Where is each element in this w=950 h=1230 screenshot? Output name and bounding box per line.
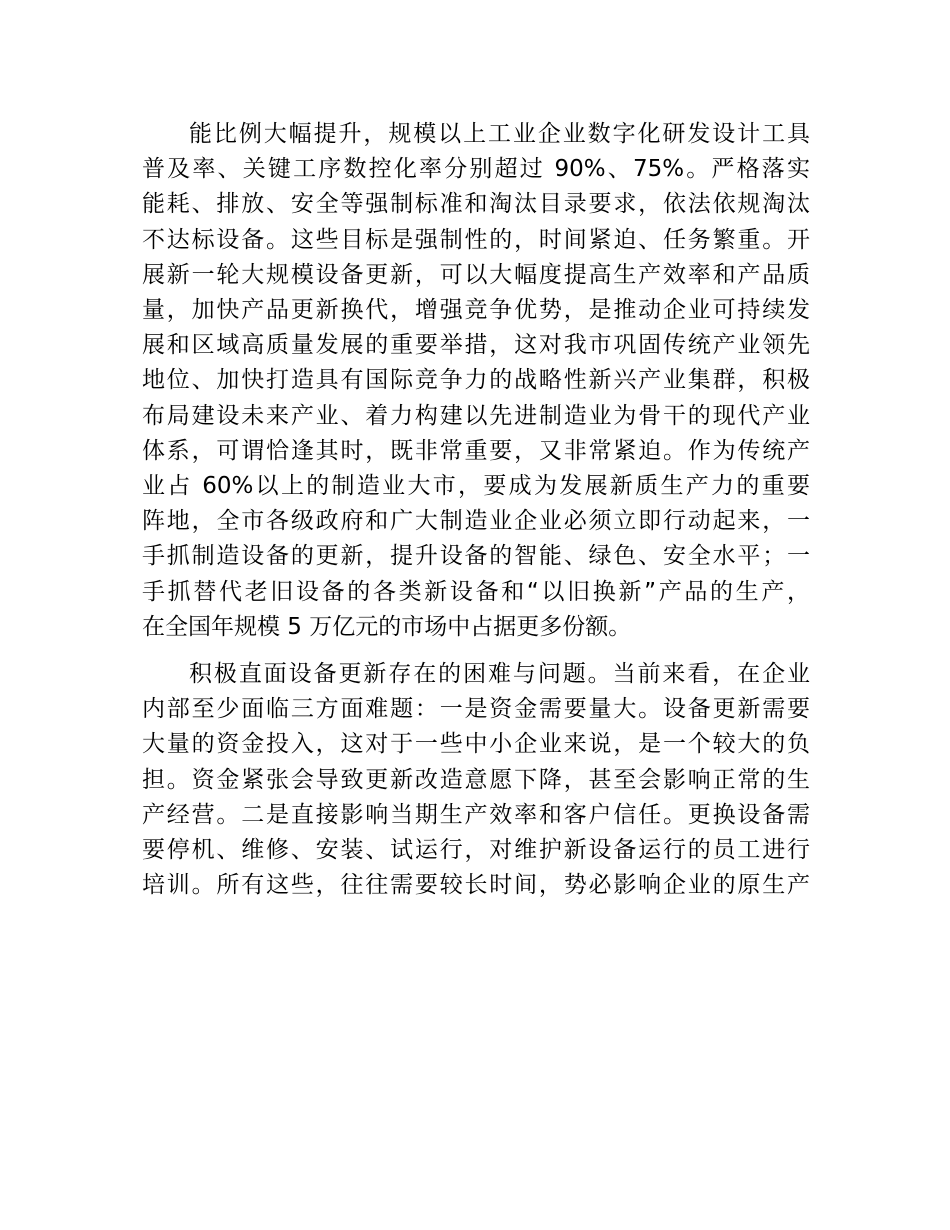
- text-line: 体系，可谓恰逢其时，既非常重要，又非常紧迫。作为传统产: [142, 437, 810, 464]
- text-line: 布局建设未来产业、着力构建以先进制造业为骨干的现代产业: [142, 402, 810, 429]
- paragraph-difficulties: [142, 657, 810, 903]
- text-line: 产经营。二是直接影响当期生产效率和客户信任。更换设备需: [142, 801, 810, 828]
- text-line: 内部至少面临三方面难题：一是资金需要量大。设备更新需要: [142, 696, 810, 723]
- text-line: 能比例大幅提升，规模以上工业企业数字化研发设计工具: [189, 121, 810, 147]
- text-line: 担。资金紧张会导致更新改造意愿下降，甚至会影响正常的生: [142, 766, 810, 793]
- text-line: 能耗、排放、安全等强制标准和淘汰目录要求，依法依规淘汰: [142, 191, 810, 218]
- text-line: 手抓替代老旧设备的各类新设备和“以旧换新”产品的生产，: [142, 578, 810, 605]
- text-line: 不达标设备。这些目标是强制性的，时间紧迫、任务繁重。开: [142, 226, 810, 253]
- text-line: 阵地，全市各级政府和广大制造业企业必须立即行动起来，一: [142, 508, 810, 535]
- text-line: 量，加快产品更新换代，增强竞争优势，是推动企业可持续发: [142, 297, 810, 324]
- paragraph-equipment-targets: [142, 117, 810, 645]
- text-line: 手抓制造设备的更新，提升设备的智能、绿色、安全水平；一: [142, 543, 810, 570]
- text-line: 展新一轮大规模设备更新，可以大幅度提高生产效率和产品质: [142, 261, 810, 288]
- document-page: [142, 117, 810, 903]
- text-line: 地位、加快打造具有国际竞争力的战略性新兴产业集群，积极: [142, 367, 810, 394]
- text-line: 展和区域高质量发展的重要举措，这对我市巩固传统产业领先: [142, 332, 810, 359]
- text-line-last: 在全国年规模 5 万亿元的市场中占据更多份额。: [142, 613, 632, 640]
- text-line: 培训。所有这些，往往需要较长时间，势必影响企业的原生产: [142, 872, 810, 899]
- text-line: 积极直面设备更新存在的困难与问题。当前来看，在企业: [189, 661, 810, 688]
- text-line: 普及率、关键工序数控化率分别超过 90%、75%。严格落实: [142, 156, 810, 183]
- text-line: 要停机、维修、安装、试运行，对维护新设备运行的员工进行: [142, 837, 810, 864]
- text-line: 大量的资金投入，这对于一些中小企业来说，是一个较大的负: [142, 731, 810, 758]
- text-line: 业占 60%以上的制造业大市，要成为发展新质生产力的重要: [142, 473, 810, 500]
